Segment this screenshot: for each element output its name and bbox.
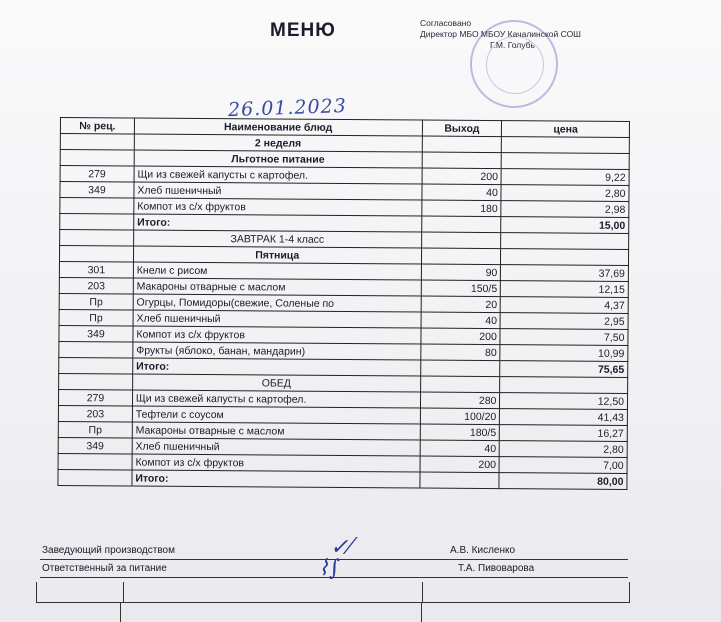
total-price: 15,00 xyxy=(501,217,629,234)
portion-value: 100/20 xyxy=(420,408,500,425)
portion-value xyxy=(419,472,499,489)
portion-cell xyxy=(421,248,501,265)
recipe-number: Пр xyxy=(58,421,132,438)
section-title: ЗАВТРАК 1-4 класс xyxy=(133,230,421,248)
handwritten-signature-1: ✓⁄ xyxy=(330,535,353,560)
production-manager-label: Заведующий производством xyxy=(42,545,175,556)
portion-value: 200 xyxy=(422,168,502,185)
portion-value: 200 xyxy=(420,328,500,345)
price-value: 2,95 xyxy=(500,313,628,330)
production-manager-name: А.В. Кисленко xyxy=(450,545,516,556)
approval-block xyxy=(420,18,581,51)
portion-cell xyxy=(422,152,502,169)
menu-table xyxy=(57,117,630,490)
header-dish-name: Наименование блюд xyxy=(134,118,422,136)
total-label: Итого: xyxy=(133,358,421,376)
total-price: 75,65 xyxy=(500,361,628,378)
table-row xyxy=(58,469,627,489)
total-label: Итого: xyxy=(134,214,422,232)
price-value: 41,43 xyxy=(500,409,628,426)
handwritten-date: 26.01.2023 xyxy=(227,94,348,122)
dish-name: Фрукты (яблоко, банан, мандарин) xyxy=(133,342,421,360)
recipe-cell xyxy=(60,150,134,167)
nutrition-responsible-label: Ответственный за питание xyxy=(42,563,167,574)
price-cell xyxy=(502,153,630,170)
dish-name: Щи из свежей капусты с картофел. xyxy=(134,166,422,184)
recipe-cell xyxy=(60,230,134,247)
recipe-number: 349 xyxy=(60,182,134,199)
price-value: 2,98 xyxy=(501,201,629,218)
recipe-cell xyxy=(59,373,133,390)
section-title: Пятница xyxy=(133,246,421,264)
total-price: 80,00 xyxy=(499,473,627,490)
recipe-number xyxy=(58,469,132,486)
dish-name: Кнели с рисом xyxy=(133,262,421,280)
price-value: 37,69 xyxy=(501,265,629,282)
portion-value: 180 xyxy=(421,200,501,217)
portion-cell xyxy=(420,376,500,393)
dish-name: Макароны отварные с маслом xyxy=(133,278,421,296)
portion-cell xyxy=(421,232,501,249)
price-value: 12,50 xyxy=(500,393,628,410)
portion-value: 40 xyxy=(421,184,501,201)
portion-value: 40 xyxy=(421,312,501,329)
price-value: 7,00 xyxy=(499,457,627,474)
page-title: МЕНЮ xyxy=(270,20,336,41)
recipe-number: Пр xyxy=(59,309,133,326)
portion-value: 150/5 xyxy=(421,280,501,297)
recipe-number: 279 xyxy=(60,166,134,183)
price-cell xyxy=(501,249,629,266)
portion-value: 280 xyxy=(420,392,500,409)
price-value: 7,50 xyxy=(500,329,628,346)
price-value: 4,37 xyxy=(501,297,629,314)
price-cell xyxy=(501,233,629,250)
price-value: 16,27 xyxy=(500,425,628,442)
recipe-number xyxy=(58,453,132,470)
price-value: 10,99 xyxy=(500,345,628,362)
dish-name: Хлеб пшеничный xyxy=(134,182,422,200)
price-value: 2,80 xyxy=(500,441,628,458)
recipe-number: 203 xyxy=(58,405,132,422)
portion-value: 180/5 xyxy=(420,424,500,441)
recipe-cell xyxy=(59,246,133,263)
dish-name: Щи из свежей капусты с картофел. xyxy=(132,390,420,408)
section-title: 2 неделя xyxy=(134,134,422,152)
approval-line-1: Согласовано xyxy=(420,18,472,28)
section-title: ОБЕД xyxy=(132,374,420,392)
price-cell xyxy=(500,377,628,394)
price-value: 2,80 xyxy=(501,185,629,202)
recipe-number xyxy=(60,214,134,231)
dish-name: Компот из с/х фруктов xyxy=(132,454,420,472)
price-value: 12,15 xyxy=(501,281,629,298)
portion-value xyxy=(421,216,501,233)
empty-footer-cells xyxy=(36,582,630,603)
nutrition-responsible-name: Т.А. Пивоварова xyxy=(458,563,535,574)
recipe-number: 203 xyxy=(59,277,133,294)
dish-name: Хлеб пшеничный xyxy=(132,438,420,456)
portion-value: 80 xyxy=(420,344,500,361)
header-portion: Выход xyxy=(422,120,502,137)
approval-line-3: Г.М. Голубь xyxy=(490,40,535,50)
price-value: 9,22 xyxy=(501,169,629,186)
recipe-number: Пр xyxy=(59,293,133,310)
portion-value: 200 xyxy=(420,456,500,473)
recipe-number: 279 xyxy=(58,389,132,406)
header-recipe-no: № рец. xyxy=(60,118,134,135)
section-title: Льготное питание xyxy=(134,150,422,168)
portion-value: 40 xyxy=(420,440,500,457)
recipe-cell xyxy=(60,134,134,151)
portion-value: 90 xyxy=(421,264,501,281)
empty-footer-cells-2 xyxy=(120,602,422,622)
price-cell xyxy=(502,137,630,154)
approval-line-2: Директор МБО МБОУ Качалинской СОШ xyxy=(420,29,581,39)
dish-name: Макароны отварные с маслом xyxy=(132,422,420,440)
handwritten-signature-2: ⌇∫ xyxy=(318,556,341,581)
portion-value xyxy=(420,360,500,377)
header-price: цена xyxy=(502,121,630,138)
recipe-number xyxy=(59,341,133,358)
recipe-number xyxy=(60,198,134,215)
recipe-number xyxy=(59,357,133,374)
recipe-number: 301 xyxy=(59,261,133,278)
dish-name: Тефтели с соусом xyxy=(132,406,420,424)
total-label: Итого: xyxy=(132,470,420,488)
portion-cell xyxy=(422,136,502,153)
recipe-number: 349 xyxy=(59,325,133,342)
dish-name: Компот из с/х фруктов xyxy=(133,326,421,344)
portion-value: 20 xyxy=(421,296,501,313)
dish-name: Огурцы, Помидоры(свежие, Соленые по xyxy=(133,294,421,312)
dish-name: Хлеб пшеничный xyxy=(133,310,421,328)
recipe-number: 349 xyxy=(58,437,132,454)
dish-name: Компот из с/х фруктов xyxy=(134,198,422,216)
